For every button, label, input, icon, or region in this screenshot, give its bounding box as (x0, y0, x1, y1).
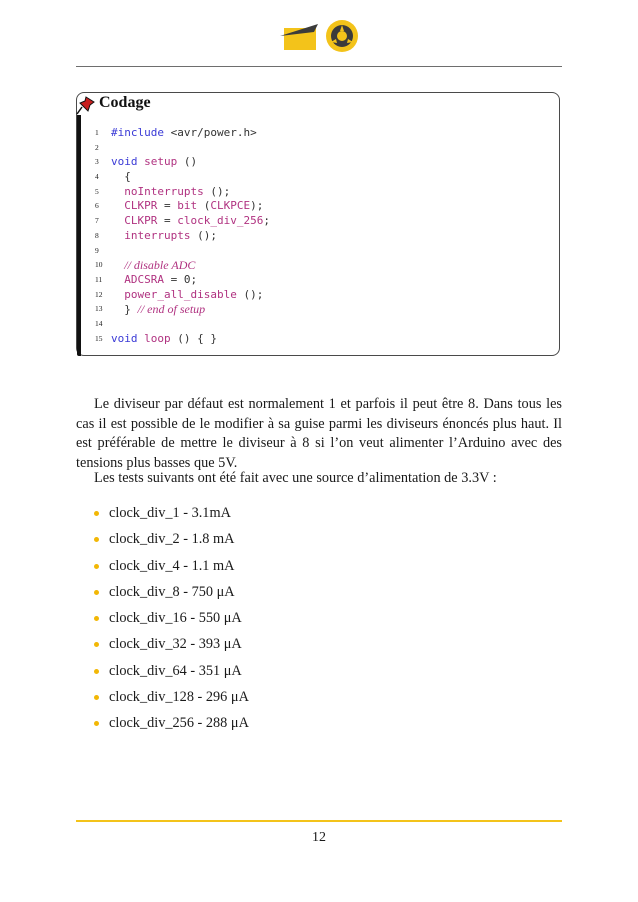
list-item (94, 710, 249, 736)
code-token: = (157, 199, 178, 213)
code-token: // disable ADC (124, 258, 196, 273)
code-token (111, 259, 124, 272)
code-token: = 0; (164, 272, 198, 286)
list-item (94, 631, 249, 657)
code-token: // end of setup (137, 302, 206, 317)
list-item (94, 684, 249, 710)
line-number: 8 (95, 230, 99, 240)
bullet-dot-icon (94, 511, 99, 516)
bullet-dot-icon (94, 616, 99, 621)
code-token (111, 199, 124, 212)
code-token: <avr/power.h> (163, 126, 257, 139)
paragraph-divisor: Le diviseur par défaut est normalement 1 et parfois il peut être 8. Dans tous les cas il est possible de le modifier à sa guise parmi les diviseurs énoncés plus haut. Il est préférable de mettre le diviseur à 8 si l’on veut alimenter l’Arduino avec des tensions plus basses que 5V. (76, 396, 562, 471)
line-number: 10 (95, 260, 103, 270)
code-token: void (111, 155, 138, 169)
code-token: #include (111, 126, 164, 139)
code-line (95, 214, 270, 229)
line-number: 9 (95, 245, 99, 255)
code-line (95, 258, 270, 273)
code-block-bar (77, 115, 81, 356)
code-token: CLKPR (124, 199, 158, 213)
code-line (95, 199, 270, 214)
list-item-text: clock_div_128 - 296 μA (109, 689, 249, 706)
code-token: () (177, 155, 198, 169)
line-number: 7 (95, 216, 99, 226)
bullet-dot-icon (94, 537, 99, 542)
code-line (95, 302, 270, 317)
line-number: 1 (95, 128, 99, 137)
line-number: 12 (95, 289, 103, 299)
list-item-text: clock_div_64 - 351 μA (109, 662, 242, 679)
code-line (95, 155, 270, 170)
code-line (95, 170, 270, 185)
code-token (111, 273, 124, 286)
code-line (95, 317, 270, 332)
code-token (111, 288, 124, 301)
code-token: void (111, 331, 138, 345)
code-token: ADCSRA (124, 272, 164, 286)
code-token: power_all_disable (124, 287, 237, 301)
footer-rule (76, 820, 562, 822)
list-item (94, 658, 249, 684)
code-token: (); (190, 228, 217, 242)
code-token: setup (144, 155, 178, 169)
list-item-text: clock_div_256 - 288 μA (109, 715, 249, 732)
list-item-text: clock_div_4 - 1.1 mA (109, 557, 235, 574)
list-item-text: clock_div_1 - 3.1mA (109, 505, 231, 521)
code-line (95, 126, 270, 141)
code-token: noInterrupts (124, 184, 204, 198)
measurement-list (94, 500, 249, 737)
code-token: clock_div_256 (177, 214, 264, 228)
line-number: 5 (95, 186, 99, 196)
code-token (111, 214, 124, 227)
code-token: () { } (170, 331, 217, 345)
code-token (111, 185, 124, 198)
code-token: { (111, 170, 131, 184)
bullet-dot-icon (94, 695, 99, 700)
bullet-dot-icon (94, 669, 99, 674)
code-token: = (157, 214, 178, 228)
code-line (95, 141, 270, 156)
list-item-text: clock_div_16 - 550 μA (109, 610, 242, 627)
line-number: 13 (95, 304, 103, 314)
header-rule (76, 66, 562, 67)
code-lines (95, 126, 270, 346)
code-token: loop (144, 331, 171, 345)
code-line (95, 244, 270, 259)
line-number: 11 (95, 274, 103, 284)
code-token: } (111, 303, 138, 317)
code-line (95, 332, 270, 347)
page-number: 12 (312, 830, 326, 845)
code-block-title: Codage (99, 94, 151, 111)
line-number: 6 (95, 201, 99, 211)
code-token: interrupts (124, 228, 191, 242)
list-item-text: clock_div_32 - 393 μA (109, 636, 242, 653)
code-line (95, 288, 270, 303)
bullet-dot-icon (94, 642, 99, 647)
list-item (94, 605, 249, 631)
code-token: (); (203, 184, 231, 198)
code-token: ); (250, 199, 264, 213)
code-token: CLKPR (124, 214, 158, 228)
bullet-dot-icon (94, 721, 99, 726)
code-token: bit (177, 199, 198, 213)
code-block (76, 92, 560, 356)
list-item (94, 579, 249, 605)
code-token (111, 229, 124, 242)
header-logo-icon (278, 18, 362, 54)
pushpin-icon (75, 94, 97, 116)
code-line (95, 273, 270, 288)
list-item-text: clock_div_8 - 750 μA (109, 583, 235, 600)
list-item (94, 500, 249, 526)
paragraph-tests: Les tests suivants ont été fait avec une source d’alimentation de 3.3V : (94, 470, 497, 486)
line-number: 15 (95, 333, 103, 343)
list-item-text: clock_div_2 - 1.8 mA (109, 531, 235, 548)
code-line (95, 185, 270, 200)
line-number: 14 (95, 318, 103, 328)
code-token: ( (197, 199, 211, 213)
code-token: (); (236, 287, 264, 301)
code-token: CLKPCE (210, 199, 251, 213)
bullet-dot-icon (94, 590, 99, 595)
list-item (94, 553, 249, 579)
code-line (95, 229, 270, 244)
line-number: 3 (95, 157, 99, 167)
line-number: 2 (95, 142, 99, 152)
code-token: ; (263, 214, 270, 228)
list-item (94, 526, 249, 552)
line-number: 4 (95, 172, 99, 182)
bullet-dot-icon (94, 564, 99, 569)
